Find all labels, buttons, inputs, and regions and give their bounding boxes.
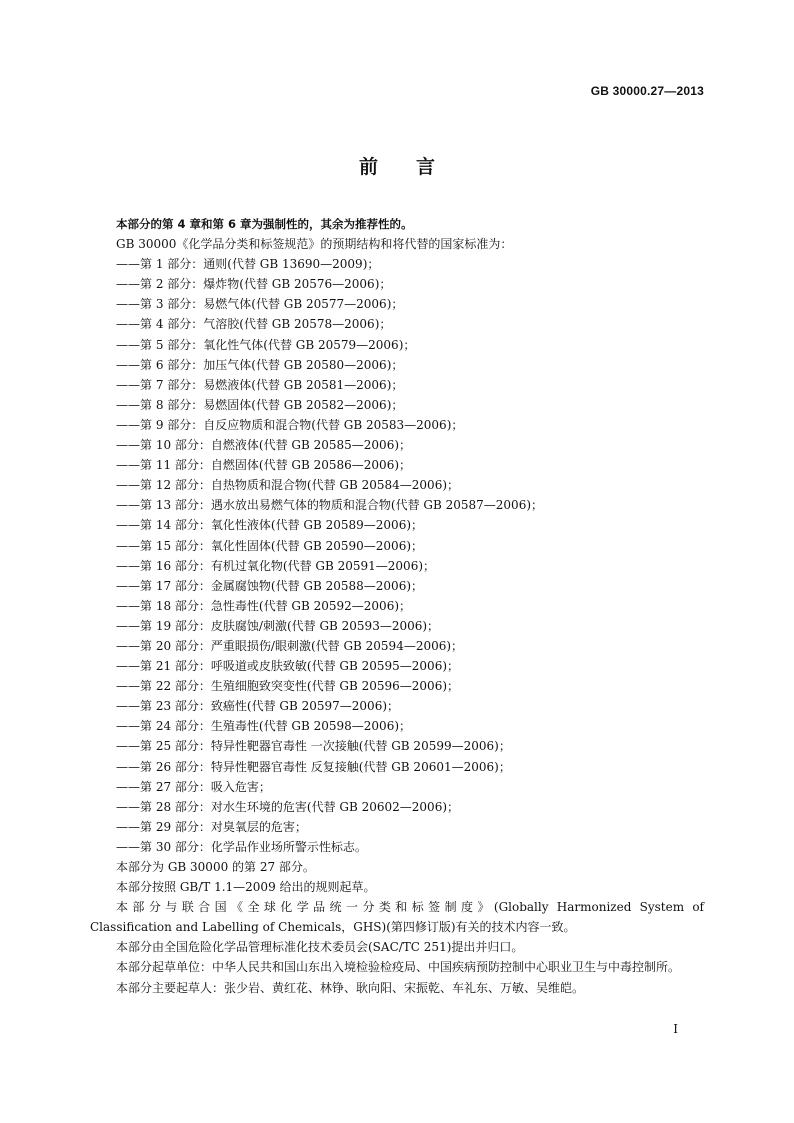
list-item: ——第 23 部分：致癌性(代替 GB 20597—2006)； bbox=[116, 699, 400, 714]
list-item: ——第 11 部分：自燃固体(代替 GB 20586—2006)； bbox=[116, 458, 412, 473]
list-item: ——第 3 部分：易燃气体(代替 GB 20577—2006)； bbox=[116, 297, 404, 312]
list-item: ——第 15 部分：氧化性固体(代替 GB 20590—2006)； bbox=[116, 538, 424, 553]
list-item: ——第 17 部分：金属腐蚀物(代替 GB 20588—2006)； bbox=[116, 578, 424, 593]
list-item: ——第 4 部分：气溶胶(代替 GB 20578—2006)； bbox=[116, 317, 392, 332]
list-item: ——第 21 部分：呼吸道或皮肤致敏(代替 GB 20595—2006)； bbox=[116, 659, 460, 674]
list-item: ——第 8 部分：易燃固体(代替 GB 20582—2006)； bbox=[116, 397, 404, 412]
list-item: ——第 24 部分：生殖毒性(代替 GB 20598—2006)； bbox=[116, 719, 412, 734]
list-item: ——第 20 部分：严重眼损伤/眼刺激(代替 GB 20594—2006)； bbox=[116, 638, 464, 653]
list-item: ——第 12 部分：自热物质和混合物(代替 GB 20584—2006)； bbox=[116, 478, 460, 493]
list-item: ——第 1 部分：通则(代替 GB 13690—2009)； bbox=[116, 257, 380, 272]
standard-number: GB 30000.27—2013 bbox=[590, 84, 704, 98]
proposed-by: 本部分由全国危险化学品管理标准化技术委员会(SAC/TC 251)提出并归口。 bbox=[116, 940, 524, 955]
page-title: 前言 bbox=[358, 156, 473, 178]
part-of-statement: 本部分为 GB 30000 的第 27 部分。 bbox=[116, 860, 315, 874]
list-item: ——第 13 部分：遇水放出易燃气体的物质和混合物(代替 GB 20587—2006)； bbox=[116, 498, 544, 513]
drafting-units: 本部分起草单位：中华人民共和国山东出入境检验检疫局、中国疾病预防控制中心职业卫生与中毒控制所。 bbox=[116, 960, 681, 975]
list-item: ——第 10 部分：自燃液体(代替 GB 20585—2006)； bbox=[116, 438, 412, 453]
list-item: ——第 14 部分：氧化性液体(代替 GB 20589—2006)； bbox=[116, 518, 424, 533]
list-item: ——第 7 部分：易燃液体(代替 GB 20581—2006)； bbox=[116, 377, 404, 392]
ghs-consistency-line2: Classification and Labelling of Chemicals，GHS)(第四修订版)有关的技术内容一致。 bbox=[90, 920, 576, 935]
document-body bbox=[90, 214, 704, 998]
list-item: ——第 16 部分：有机过氧化物(代替 GB 20591—2006)； bbox=[116, 558, 436, 573]
list-item: ——第 18 部分：急性毒性(代替 GB 20592—2006)； bbox=[116, 598, 412, 613]
list-item: ——第 27 部分：吸入危害； bbox=[116, 779, 271, 794]
drafting-rules: 本部分按照 GB/T 1.1—2009 给出的规则起草。 bbox=[116, 880, 376, 895]
list-item: ——第 29 部分：对臭氧层的危害； bbox=[116, 819, 307, 834]
list-item: ——第 19 部分：皮肤腐蚀/刺激(代替 GB 20593—2006)； bbox=[116, 618, 440, 633]
list-item: ——第 26 部分：特异性靶器官毒性 反复接触(代替 GB 20601—2006)； bbox=[116, 759, 511, 774]
list-item: ——第 9 部分：自反应物质和混合物(代替 GB 20583—2006)； bbox=[116, 417, 464, 432]
list-item: ——第 22 部分：生殖细胞致突变性(代替 GB 20596—2006)； bbox=[116, 679, 460, 694]
ghs-consistency-line1: 本部分与联合国《全球化学品统一分类和标签制度》(Globally Harmonized System of bbox=[116, 900, 704, 915]
list-item: ——第 6 部分：加压气体(代替 GB 20580—2006)； bbox=[116, 357, 404, 372]
mandatory-note: 本部分的第 4 章和第 6 章为强制性的，其余为推荐性的。 bbox=[116, 217, 413, 231]
list-item: ——第 28 部分：对水生环境的危害(代替 GB 20602—2006)； bbox=[116, 799, 460, 814]
list-item: ——第 30 部分：化学品作业场所警示性标志。 bbox=[116, 839, 367, 854]
structure-intro: GB 30000《化学品分类和标签规范》的预期结构和将代替的国家标准为： bbox=[116, 237, 513, 252]
parts-list bbox=[90, 254, 704, 857]
drafters: 本部分主要起草人：张少岩、黄红花、林铮、耿向阳、宋振乾、车礼东、万敏、吴维皑。 bbox=[116, 980, 585, 995]
page-number: I bbox=[673, 1022, 678, 1036]
list-item: ——第 25 部分：特异性靶器官毒性 一次接触(代替 GB 20599—2006)； bbox=[116, 739, 511, 754]
list-item: ——第 2 部分：爆炸物(代替 GB 20576—2006)； bbox=[116, 277, 392, 292]
list-item: ——第 5 部分：氧化性气体(代替 GB 20579—2006)； bbox=[116, 337, 416, 352]
